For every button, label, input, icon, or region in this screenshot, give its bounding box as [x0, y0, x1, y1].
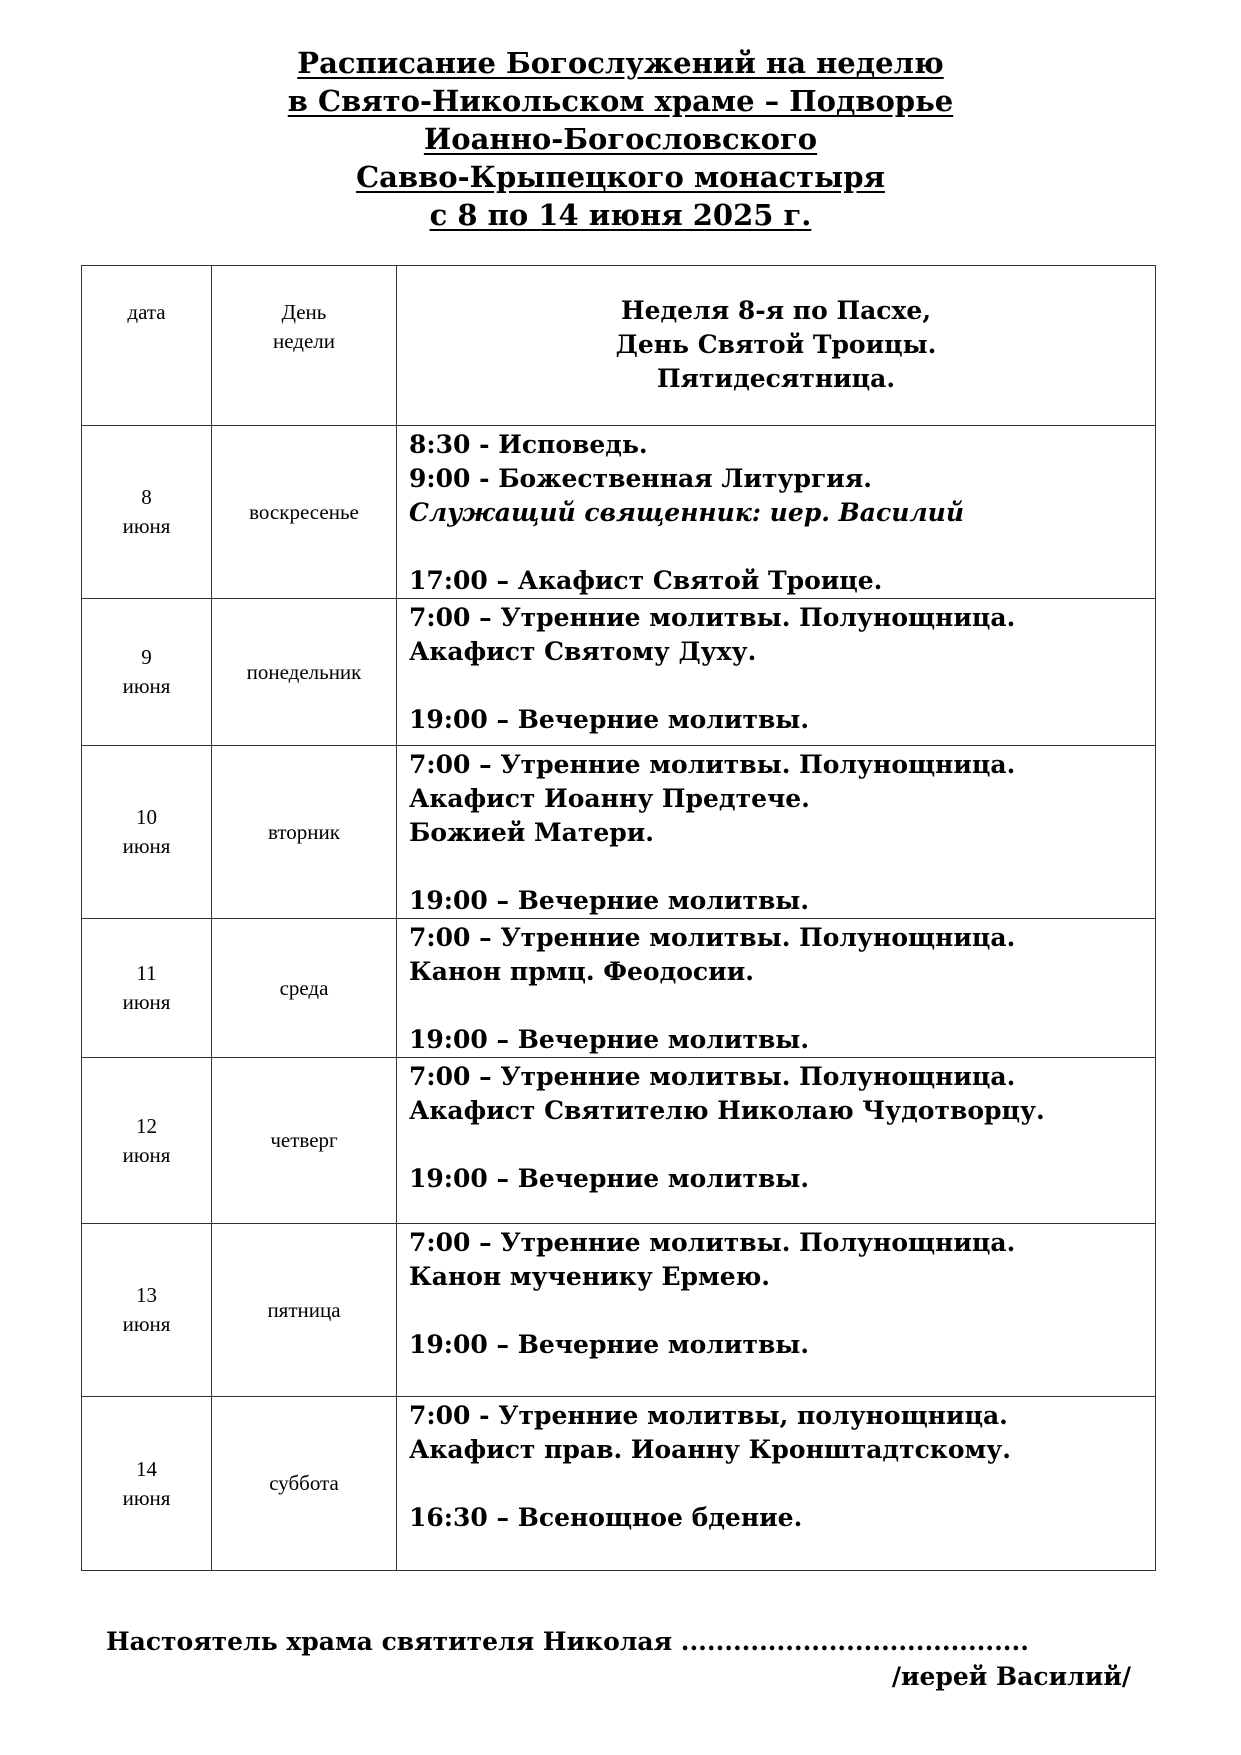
service-line: 7:00 – Утренние молитвы. Полунощница. [409, 1062, 1016, 1091]
service-line [409, 1467, 1155, 1501]
services-cell [397, 426, 1156, 599]
services-cell [397, 599, 1156, 746]
services-cell [397, 746, 1156, 919]
title-line: с 8 по 14 июня 2025 г. [429, 198, 812, 232]
service-line: Канон мученику Ермею. [409, 1262, 770, 1291]
service-line: 7:00 – Утренние молитвы. Полунощница. [409, 603, 1016, 632]
service-line: 8:30 - Исповедь. [409, 430, 648, 459]
schedule-row [82, 919, 1156, 1058]
title-line: в Свято-Никольском храме – Подворье [287, 84, 954, 118]
service-line: Божией Матери. [409, 818, 654, 847]
rector-signature-line: Настоятель храма святителя Николая ........................................ [106, 1627, 1029, 1656]
weekday-text: суббота [269, 1471, 339, 1495]
date-text: июня [122, 1312, 171, 1336]
date-text: 11 [136, 961, 157, 985]
service-line [409, 1294, 1155, 1328]
date-text: 9 [141, 645, 152, 669]
schedule-title [0, 44, 1241, 234]
rector-name: /иерей Василий/ [891, 1662, 1131, 1691]
service-line: 7:00 – Утренние молитвы. Полунощница. [409, 923, 1016, 952]
date-text: июня [122, 514, 171, 538]
date-text: июня [122, 1142, 171, 1167]
date-text: 10 [136, 805, 157, 829]
header-weekday-label: недели [272, 329, 335, 353]
services-cell [397, 1058, 1156, 1224]
schedule-row [82, 426, 1156, 599]
weekday-cell [212, 599, 397, 746]
feast-line: День Святой Троицы. [615, 330, 937, 359]
service-line: Акафист Святителю Николаю Чудотворцу. [409, 1096, 1045, 1125]
weekday-cell [212, 919, 397, 1058]
weekday-text: четверг [270, 1128, 338, 1152]
service-line [409, 989, 1155, 1023]
services-cell [397, 919, 1156, 1058]
services-cell [397, 1224, 1156, 1397]
header-feast-cell [397, 266, 1156, 426]
date-text: июня [122, 674, 171, 698]
date-cell [82, 919, 212, 1058]
service-line: 7:00 – Утренние молитвы. Полунощница. [409, 1228, 1016, 1257]
weekday-cell [212, 1397, 397, 1571]
service-line: 16:30 – Всенощное бдение. [409, 1503, 803, 1532]
service-line: 9:00 - Божественная Литургия. [409, 464, 873, 493]
weekday-cell [212, 426, 397, 599]
service-line: 17:00 – Акафист Святой Троице. [409, 566, 883, 595]
date-text: июня [122, 834, 171, 858]
weekday-text: среда [279, 975, 329, 1000]
title-line: Иоанно-Богословского [423, 122, 818, 156]
date-cell [82, 1058, 212, 1224]
schedule-row [82, 599, 1156, 746]
date-cell [82, 1397, 212, 1571]
title-line: Расписание Богослужений на неделю [297, 46, 944, 80]
service-line: 7:00 - Утренние молитвы, полунощница. [409, 1401, 1008, 1430]
service-line: 19:00 – Вечерние молитвы. [409, 1164, 810, 1193]
service-line: Канон прмц. Феодосии. [409, 957, 754, 986]
weekday-text: пятница [267, 1297, 341, 1322]
date-cell [82, 426, 212, 599]
date-text: июня [122, 1485, 171, 1510]
schedule-row [82, 1224, 1156, 1397]
header-weekday-cell [212, 266, 397, 426]
weekday-text: воскресенье [249, 499, 359, 524]
date-cell [82, 1224, 212, 1397]
date-text: 8 [141, 485, 152, 509]
date-text: июня [122, 990, 171, 1014]
services-cell [397, 1397, 1156, 1571]
service-line: 19:00 – Вечерние молитвы. [409, 1025, 810, 1054]
weekday-text: вторник [268, 819, 340, 844]
service-line [409, 850, 1155, 884]
date-text: 12 [136, 1113, 157, 1138]
service-line [409, 530, 1155, 564]
weekday-cell [212, 1224, 397, 1397]
header-weekday-label: День [281, 300, 327, 324]
header-date-label: дата [127, 300, 166, 324]
schedule-row [82, 1397, 1156, 1571]
header-date-cell [82, 266, 212, 426]
date-cell [82, 599, 212, 746]
header-row [82, 266, 1156, 426]
date-text: 13 [136, 1283, 157, 1307]
weekday-text: понедельник [246, 659, 362, 684]
service-line: 19:00 – Вечерние молитвы. [409, 1330, 810, 1359]
schedule-row [82, 1058, 1156, 1224]
service-line: Акафист Святому Духу. [409, 637, 757, 666]
service-line: Акафист Иоанну Предтече. [409, 784, 810, 813]
service-line: Акафист прав. Иоанну Кронштадтскому. [409, 1435, 1011, 1464]
schedule-row [82, 746, 1156, 919]
service-line: Служащий священник: иер. Василий [409, 498, 965, 527]
date-text: 14 [136, 1456, 157, 1481]
service-line [409, 1128, 1155, 1162]
feast-line: Пятидесятница. [656, 364, 896, 393]
schedule-table [81, 265, 1156, 1571]
service-line: 19:00 – Вечерние молитвы. [409, 886, 810, 915]
date-cell [82, 746, 212, 919]
service-line [409, 669, 1155, 703]
service-line: 7:00 – Утренние молитвы. Полунощница. [409, 750, 1016, 779]
weekday-cell [212, 1058, 397, 1224]
weekday-cell [212, 746, 397, 919]
feast-line: Неделя 8-я по Пасхе, [620, 296, 932, 325]
service-line: 19:00 – Вечерние молитвы. [409, 705, 810, 734]
title-line: Савво-Крыпецкого монастыря [356, 160, 885, 194]
